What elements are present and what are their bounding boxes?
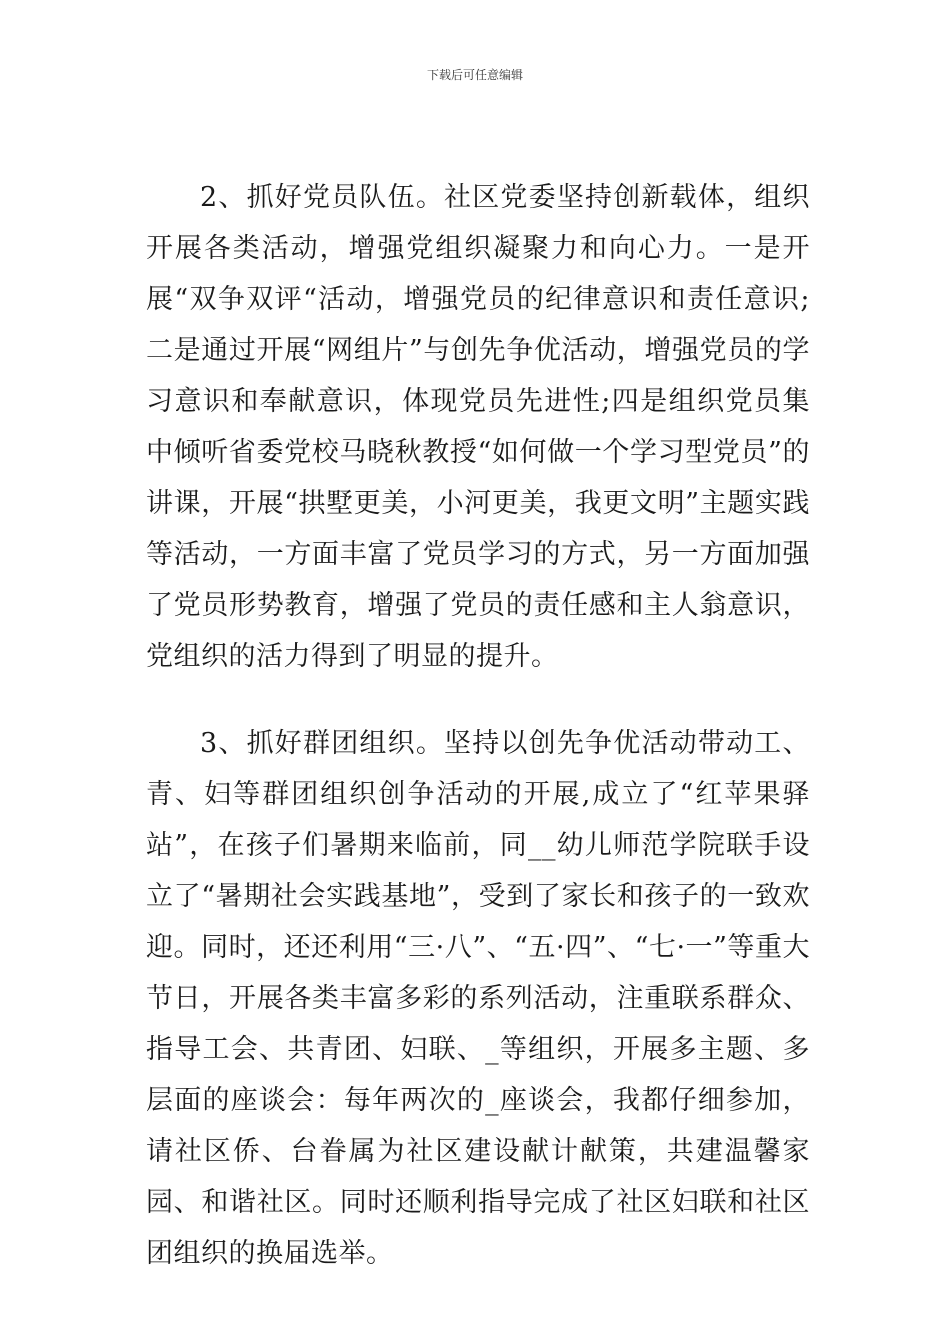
- body-paragraph: 3、抓好群团组织。坚持以创先争优活动带动工、青、妇等群团组织创争活动的开展,成立了“红苹果驿站”，在孩子们暑期来临前，同__幼儿师范学院联手设立了“暑期社会实践基地”，受到了家长和孩子的一致欢迎。同时，还还利用“三·八”、“五·四”、“七·一”等重大节日，开展各类丰富多彩的系列活动，注重联系群众、指导工会、共青团、妇联、_等组织，开展多主题、多层面的座谈会：每年两次的_座谈会，我都仔细参加，请社区侨、台眷属为社区建设献计献策，共建温馨家园、和谐社区。同时还顺利指导完成了社区妇联和社区团组织的换届选举。: [146, 728, 810, 1269]
- page-header-note: 下载后可任意编辑: [426, 68, 523, 82]
- body-paragraph: 2、抓好党员队伍。社区党委坚持创新载体，组织开展各类活动，增强党组织凝聚力和向心力。一是开展“双争双评“活动，增强党员的纪律意识和责任意识;二是通过开展“网组片”与创先争优活动，增强党员的学习意识和奉献意识，体现党员先进性;四是组织党员集中倾听省委党校马晓秋教授“如何做一个学习型党员”的讲课，开展“拱墅更美，小河更美，我更文明”主题实践等活动，一方面丰富了党员学习的方式，另一方面加强了党员形势教育，增强了党员的责任感和主人翁意识，党组织的活力得到了明显的提升。: [146, 182, 810, 672]
